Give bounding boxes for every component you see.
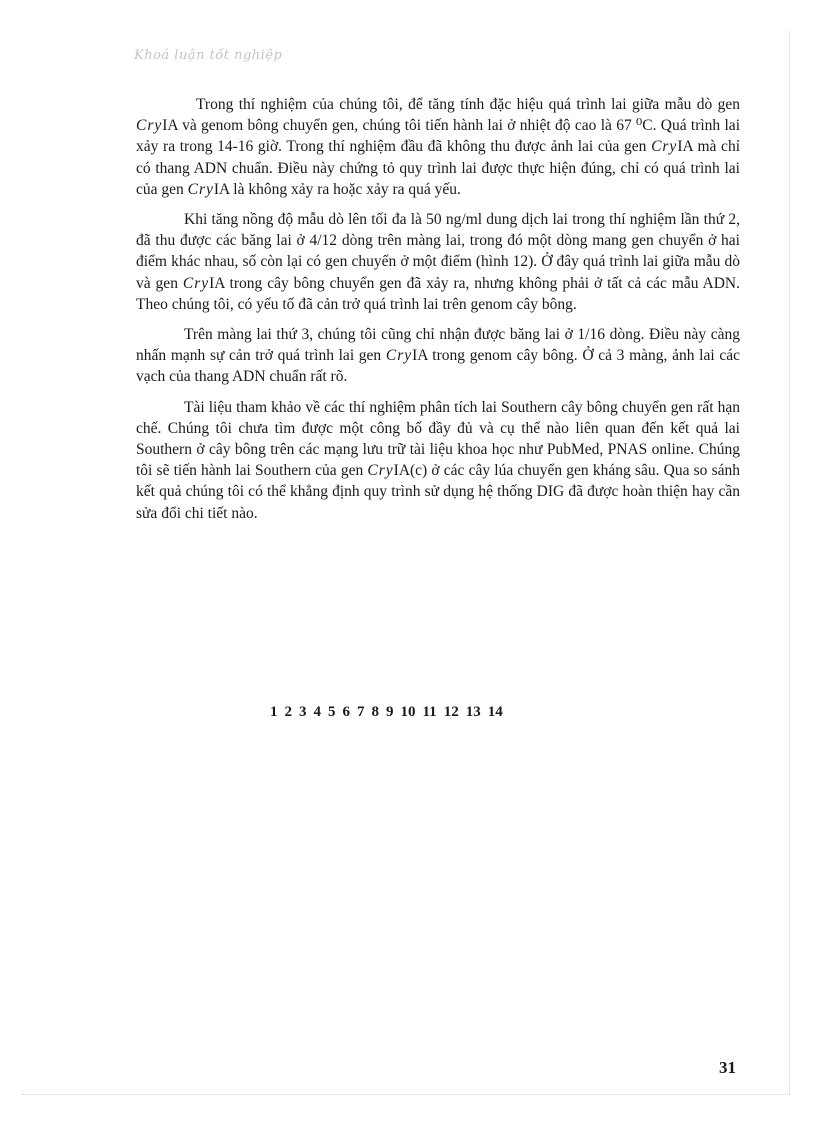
- page-border-bottom: [22, 1094, 790, 1095]
- lane-label: 7: [357, 704, 365, 720]
- lane-label: 3: [299, 704, 307, 720]
- gene-name-italic: Cry: [385, 347, 413, 365]
- lane-label: 13: [465, 704, 481, 720]
- paragraph-4: [136, 397, 740, 524]
- body-text: [136, 94, 740, 533]
- gene-name-italic: Cry: [136, 117, 163, 135]
- paragraph-1: [136, 94, 740, 200]
- text-run: IA là không xảy ra hoặc xảy ra quá yếu.: [213, 180, 461, 198]
- lane-label: 1: [270, 704, 278, 720]
- lane-label: 14: [487, 704, 503, 720]
- text-run: IA(c) ở các cây lúa chuyển gen kháng sâu. Qua so sánh kết quả chúng tôi có thể khẳng định quy trình sử dụng hệ thống DIG đã được hoàn thiện hay cần sửa đổi chi tiết nào.: [136, 462, 740, 522]
- text-run: IA và genom bông chuyển gen, chúng tôi tiến hành lai ở nhiệt độ cao là 67 ⁰C. Quá trình lai xảy ra trong 14-16 giờ. Trong thí nghiệm đầu đã không thu được ảnh lai của gen: [136, 117, 740, 156]
- text-run: Tài liệu tham khảo về các thí nghiệm phân tích lai Southern cây bông chuyển gen rất hạn chế. Chúng tôi chưa tìm được một công bố đầy đủ và cụ thể nào liên quan đến kết quả lai Southern ở cây bông trên các mạng lưu trữ tài liệu khoa học như PubMed, PNAS online. Chúng tôi sẽ tiến hành lai Southern của gen: [136, 398, 740, 480]
- text-run: IA trong genom cây bông. Ở cả 3 màng, ảnh lai các vạch của thang ADN chuẩn rất rõ.: [136, 347, 740, 386]
- lane-label: 6: [342, 704, 350, 720]
- lane-label: 2: [284, 704, 292, 720]
- gene-name-italic: Cry: [367, 462, 394, 480]
- running-header: Khoá luận tốt nghiệp: [134, 48, 283, 63]
- gene-name-italic: Cry: [187, 180, 214, 198]
- lane-label: 4: [313, 704, 321, 720]
- page-border-right: [789, 30, 790, 1095]
- text-run: Trong thí nghiệm của chúng tôi, để tăng tính đặc hiệu quá trình lai giữa mẫu dò gen: [196, 96, 740, 113]
- gel-lane-labels: [270, 704, 510, 721]
- text-run: Khi tăng nồng độ mẫu dò lên tối đa là 50 ng/ml dung dịch lai trong thí nghiệm lần thứ 2, đã thu được các băng lai ở 4/12 dòng trên màng lai, trong đó một dòng mang gen chuyển ở hai điểm khác nhau, số còn lại có gen chuyển ở một điểm (hình 12). Ở đây quá trình lai giữa mẫu dò và gen: [136, 211, 740, 292]
- lane-label: 11: [422, 704, 437, 720]
- paragraph-2: [136, 209, 740, 315]
- text-run: IA mà chỉ có thang ADN chuẩn. Điều này chứng tỏ quy trình lai được thực hiện đúng, chỉ có quá trình lai của gen: [136, 138, 740, 198]
- page-number: 31: [719, 1058, 736, 1077]
- text-run: Trên màng lai thứ 3, chúng tôi cũng chỉ nhận được băng lai ở 1/16 dòng. Điều này càng nhấn mạnh sự cản trở quá trình lai gen: [136, 326, 740, 365]
- paragraph-3: [136, 324, 740, 388]
- lane-label: 9: [386, 704, 394, 720]
- gene-name-italic: Cry: [651, 138, 678, 156]
- lane-label: 12: [443, 704, 459, 720]
- lane-label: 5: [328, 704, 336, 720]
- text-run: IA trong cây bông chuyển gen đã xảy ra, nhưng không phải ở tất cả các mẫu ADN. Theo chúng tôi, có yếu tố đã cản trở quá trình lai trên genom cây bông.: [136, 274, 740, 313]
- lane-label: 8: [371, 704, 379, 720]
- gene-name-italic: Cry: [182, 274, 210, 292]
- lane-label: 10: [400, 704, 416, 720]
